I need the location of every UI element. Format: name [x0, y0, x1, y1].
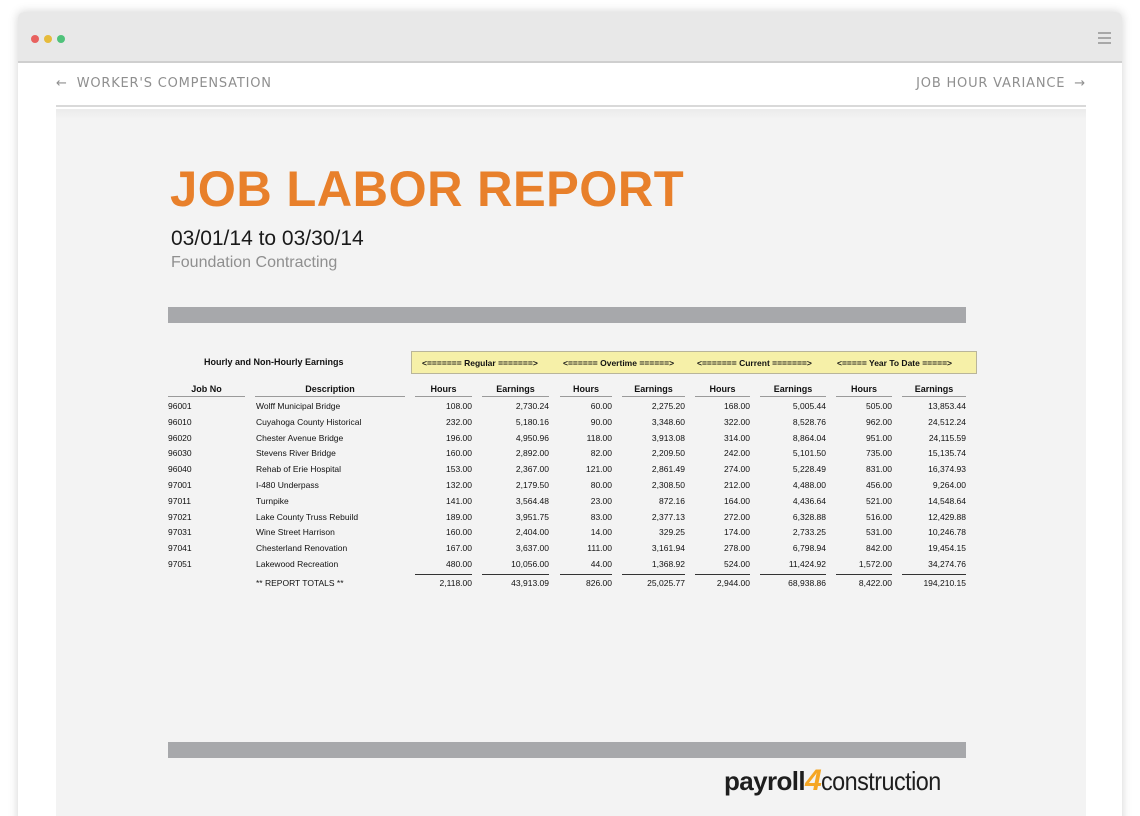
job-description: Rehab of Erie Hospital — [256, 464, 342, 475]
bottom-divider-bar — [168, 742, 966, 758]
hamburger-menu-icon[interactable] — [1098, 32, 1111, 44]
column-header: Earnings — [496, 384, 535, 394]
job-number: 96010 — [168, 416, 192, 427]
logo-part-4: 4 — [805, 764, 822, 797]
amount-cell: 842.00 — [866, 543, 892, 554]
amount-cell: 2,209.50 — [651, 448, 685, 459]
next-report-link[interactable] — [916, 76, 1086, 91]
amount-cell: 8,528.76 — [792, 416, 826, 427]
close-window-button[interactable] — [31, 35, 39, 43]
total-amount: 8,422.00 — [858, 577, 892, 588]
amount-cell: 5,180.16 — [515, 416, 549, 427]
amount-cell: 274.00 — [724, 464, 750, 475]
total-amount: 25,025.77 — [647, 577, 685, 588]
column-header: Hours — [709, 384, 736, 394]
amount-cell: 132.00 — [446, 480, 472, 490]
column-header: Hours — [572, 384, 599, 394]
amount-cell: 34,274.76 — [928, 559, 966, 569]
minimize-window-button[interactable] — [44, 35, 52, 43]
total-amount: 194,210.15 — [923, 577, 966, 588]
amount-cell: 951.00 — [866, 432, 892, 443]
amount-cell: 6,798.94 — [792, 543, 826, 554]
total-rule — [560, 574, 612, 575]
total-amount: 2,944.00 — [716, 577, 750, 588]
total-rule — [902, 574, 966, 575]
amount-cell: 10,056.00 — [511, 559, 549, 569]
top-divider-bar — [168, 307, 966, 323]
group-ytd: <===== Year To Date =====> — [837, 358, 952, 368]
amount-cell: 23.00 — [590, 495, 612, 506]
group-overtime: <====== Overtime ======> — [563, 358, 675, 368]
job-description: Lakewood Recreation — [256, 559, 339, 569]
amount-cell: 10,246.78 — [928, 527, 966, 538]
amount-cell: 80.00 — [590, 480, 612, 490]
header-underline — [560, 396, 612, 397]
amount-cell: 3,951.75 — [515, 511, 549, 522]
report-title: JOB LABOR REPORT — [170, 161, 685, 217]
amount-cell: 232.00 — [446, 416, 472, 427]
amount-cell: 90.00 — [590, 416, 612, 427]
report-date-range: 03/01/14 to 03/30/14 — [171, 227, 364, 250]
total-amount: 43,913.09 — [511, 577, 549, 588]
column-header: Earnings — [773, 384, 813, 394]
job-description: Wolff Municipal Bridge — [256, 401, 341, 411]
amount-cell: 2,892.00 — [515, 448, 549, 459]
amount-cell: 168.00 — [724, 401, 750, 411]
job-number: 96040 — [168, 464, 192, 475]
amount-cell: 505.00 — [866, 401, 892, 411]
amount-cell: 2,404.00 — [515, 527, 549, 538]
title-bar — [18, 12, 1122, 63]
maximize-window-button[interactable] — [57, 35, 65, 43]
amount-cell: 524.00 — [724, 559, 750, 569]
amount-cell: 164.00 — [724, 495, 750, 506]
job-number: 97051 — [168, 559, 192, 569]
amount-cell: 9,264.00 — [932, 480, 966, 490]
total-amount: 826.00 — [586, 577, 612, 588]
job-number: 96030 — [168, 448, 192, 459]
report-totals-label: ** REPORT TOTALS ** — [256, 577, 344, 588]
header-underline — [902, 396, 966, 397]
amount-cell: 14,548.64 — [928, 495, 966, 506]
amount-cell: 19,454.15 — [928, 543, 966, 554]
amount-cell: 872.16 — [659, 495, 685, 506]
arrow-right-icon: → — [1074, 76, 1086, 91]
amount-cell: 5,101.50 — [792, 448, 826, 459]
amount-cell: 196.00 — [446, 432, 472, 443]
amount-cell: 160.00 — [446, 527, 472, 538]
amount-cell: 111.00 — [587, 543, 612, 554]
amount-cell: 322.00 — [724, 416, 750, 427]
amount-cell: 516.00 — [866, 511, 892, 522]
job-description: Stevens River Bridge — [256, 448, 336, 459]
amount-cell: 12,429.88 — [928, 511, 966, 522]
header-underline — [482, 396, 549, 397]
column-header: Hours — [850, 384, 877, 394]
amount-cell: 153.00 — [446, 464, 472, 475]
group-regular: <======= Regular =======> — [422, 358, 538, 368]
amount-cell: 167.00 — [446, 543, 472, 554]
amount-cell: 456.00 — [866, 480, 892, 490]
total-rule — [482, 574, 549, 575]
amount-cell: 831.00 — [866, 464, 892, 475]
column-header: Job No — [191, 384, 222, 394]
amount-cell: 962.00 — [866, 416, 892, 427]
company-name: Foundation Contracting — [171, 254, 338, 271]
logo-part-construction: construction — [821, 766, 941, 796]
group-current: <======= Current =======> — [697, 358, 812, 368]
job-number: 97021 — [168, 511, 192, 522]
header-underline — [622, 396, 685, 397]
job-number: 97041 — [168, 543, 192, 554]
amount-cell: 160.00 — [446, 448, 472, 459]
amount-cell: 174.00 — [724, 527, 750, 538]
total-rule — [415, 574, 472, 575]
job-number: 96001 — [168, 401, 192, 411]
header-underline — [695, 396, 750, 397]
amount-cell: 8,864.04 — [792, 432, 826, 443]
job-number: 97001 — [168, 480, 192, 490]
amount-cell: 3,348.60 — [651, 416, 685, 427]
header-underline — [415, 396, 472, 397]
amount-cell: 2,377.13 — [651, 511, 685, 522]
amount-cell: 141.00 — [446, 495, 472, 506]
column-header: Hours — [430, 384, 457, 394]
job-description: Lake County Truss Rebuild — [256, 511, 359, 522]
header-underline — [168, 396, 245, 397]
job-number: 97011 — [168, 495, 192, 506]
amount-cell: 189.00 — [446, 511, 472, 522]
amount-cell: 16,374.93 — [928, 464, 966, 475]
amount-cell: 15,135.74 — [928, 448, 966, 459]
amount-cell: 735.00 — [866, 448, 892, 459]
column-header: Earnings — [634, 384, 673, 394]
amount-cell: 242.00 — [724, 448, 750, 459]
amount-cell: 2,733.25 — [792, 527, 826, 538]
amount-cell: 11,424.92 — [788, 559, 826, 569]
amount-cell: 83.00 — [590, 511, 612, 522]
amount-cell: 5,005.44 — [792, 401, 826, 411]
prev-report-label: WORKER'S COMPENSATION — [76, 76, 272, 91]
amount-cell: 3,637.00 — [515, 543, 549, 554]
amount-cell: 480.00 — [446, 559, 472, 569]
payroll4construction-logo — [724, 764, 954, 798]
amount-cell: 3,161.94 — [651, 543, 685, 554]
amount-cell: 44.00 — [590, 559, 612, 569]
amount-cell: 329.25 — [659, 527, 685, 538]
column-header: Description — [305, 384, 355, 394]
amount-cell: 4,436.64 — [792, 495, 826, 506]
amount-cell: 2,179.50 — [515, 480, 549, 490]
amount-cell: 4,488.00 — [792, 480, 826, 490]
amount-cell: 5,228.49 — [792, 464, 826, 475]
amount-cell: 212.00 — [724, 480, 750, 490]
amount-cell: 24,512.24 — [928, 416, 966, 427]
total-rule — [622, 574, 685, 575]
amount-cell: 60.00 — [590, 401, 612, 411]
job-description: Wine Street Harrison — [256, 527, 335, 538]
amount-cell: 2,367.00 — [515, 464, 549, 475]
amount-cell: 13,853.44 — [928, 401, 966, 411]
column-group-band — [411, 351, 977, 374]
header-underline — [836, 396, 892, 397]
job-description: Turnpike — [256, 495, 289, 506]
amount-cell: 521.00 — [866, 495, 892, 506]
prev-report-link[interactable] — [56, 76, 272, 91]
arrow-left-icon: ← — [56, 76, 68, 91]
amount-cell: 108.00 — [446, 401, 472, 411]
column-header: Earnings — [914, 384, 954, 394]
amount-cell: 1,572.00 — [858, 559, 892, 569]
job-number: 96020 — [168, 432, 192, 443]
total-rule — [695, 574, 750, 575]
job-description: Cuyahoga County Historical — [256, 416, 362, 427]
job-number: 97031 — [168, 527, 192, 538]
report-navigation — [56, 63, 1086, 107]
amount-cell: 2,861.49 — [651, 464, 685, 475]
amount-cell: 2,730.24 — [515, 401, 549, 411]
amount-cell: 3,913.08 — [651, 432, 685, 443]
amount-cell: 24,115.59 — [928, 432, 966, 443]
total-amount: 68,938.86 — [788, 577, 826, 588]
next-report-label: JOB HOUR VARIANCE — [916, 76, 1066, 91]
amount-cell: 4,950.96 — [515, 432, 549, 443]
amount-cell: 14.00 — [590, 527, 612, 538]
header-underline — [760, 396, 826, 397]
amount-cell: 82.00 — [590, 448, 612, 459]
job-description: Chesterland Renovation — [256, 543, 348, 554]
total-rule — [836, 574, 892, 575]
amount-cell: 6,328.88 — [792, 511, 826, 522]
logo-part-payroll: payroll — [724, 766, 806, 796]
section-label: Hourly and Non-Hourly Earnings — [204, 357, 344, 367]
amount-cell: 121.00 — [586, 464, 612, 475]
job-description: I-480 Underpass — [256, 480, 319, 490]
header-underline — [255, 396, 405, 397]
amount-cell: 118.00 — [586, 432, 612, 443]
amount-cell: 272.00 — [724, 511, 750, 522]
amount-cell: 1,368.92 — [651, 559, 685, 569]
total-rule — [760, 574, 826, 575]
amount-cell: 2,308.50 — [651, 480, 685, 490]
amount-cell: 278.00 — [724, 543, 750, 554]
amount-cell: 2,275.20 — [651, 401, 685, 411]
amount-cell: 531.00 — [866, 527, 892, 538]
amount-cell: 3,564.48 — [515, 495, 549, 506]
amount-cell: 314.00 — [724, 432, 750, 443]
browser-window — [18, 12, 1122, 816]
total-amount: 2,118.00 — [439, 577, 472, 588]
job-description: Chester Avenue Bridge — [256, 432, 344, 443]
